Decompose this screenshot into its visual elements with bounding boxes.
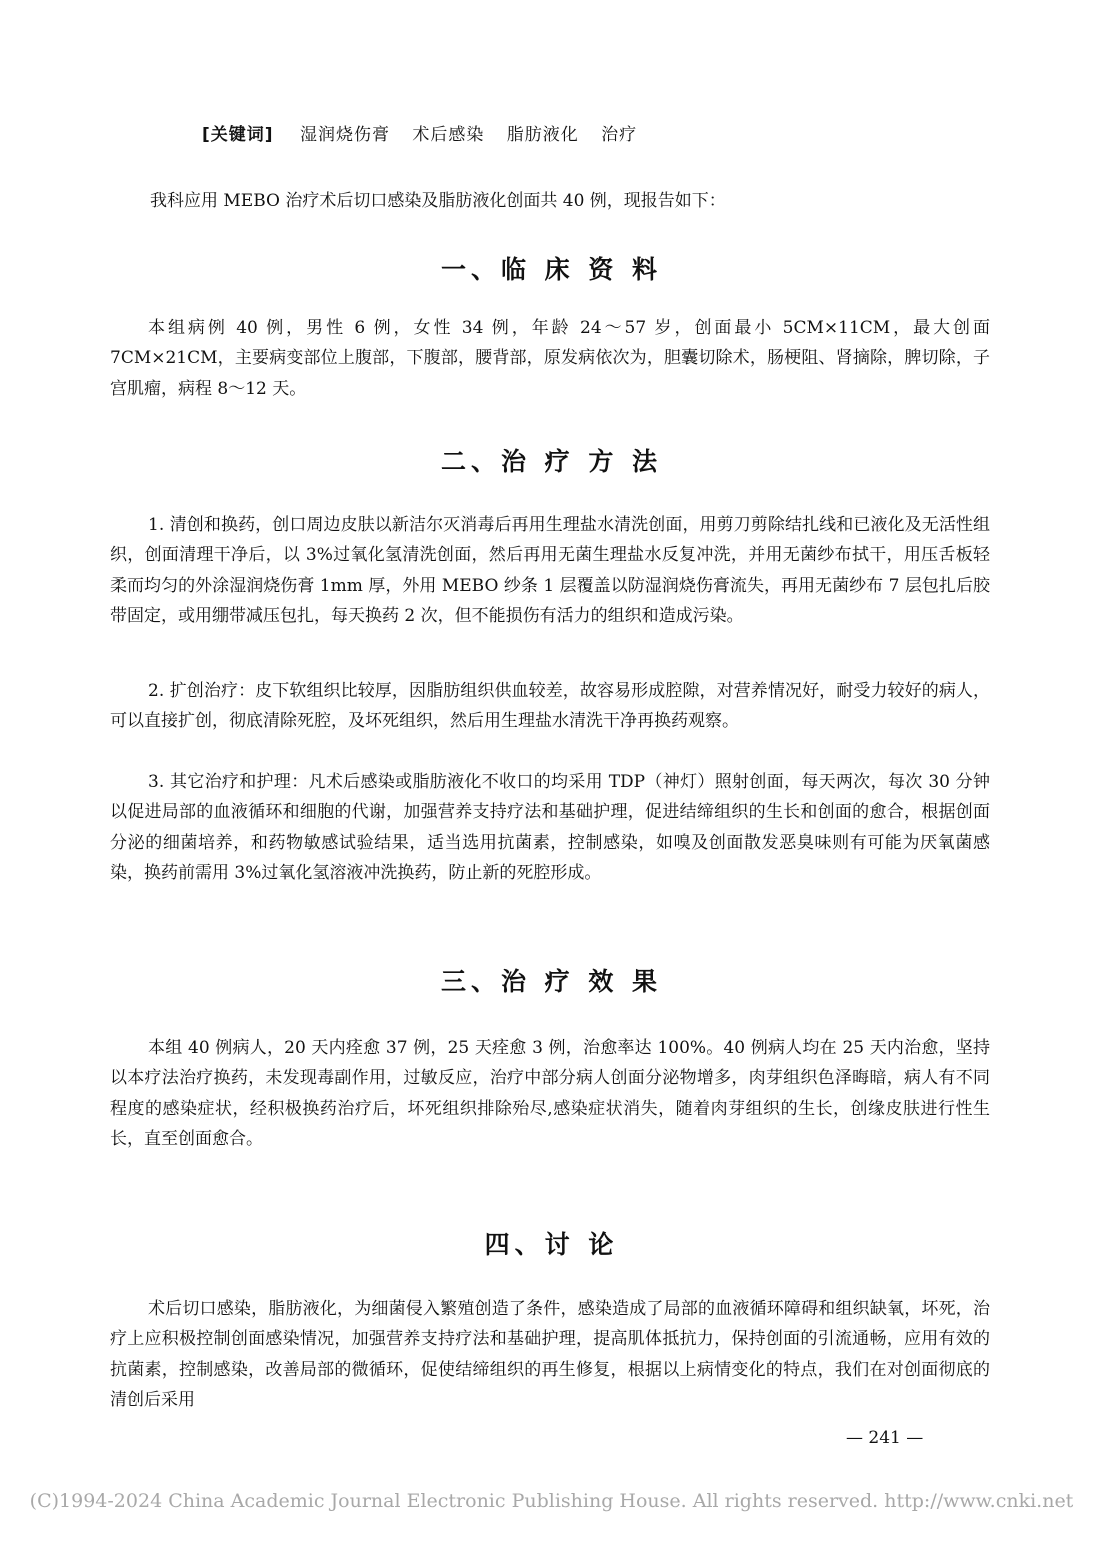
section-heading-treatment-method: 二、治 疗 方 法 xyxy=(440,447,663,476)
section-paragraph: 本组病例 40 例，男性 6 例，女性 34 例，年龄 24～57 岁，创面最小 5CM×11CM，最大创面 7CM×21CM，主要病变部位上腹部，下腹部，腰背部，原发病依次为，胆囊切除术，肠梗阻、肾摘除，脾切除，子宫肌瘤，病程 8～12 天。 xyxy=(110,318,990,399)
intro-paragraph: 我科应用 MEBO 治疗术后切口感染及脂肪液化创面共 40 例，现报告如下： xyxy=(150,191,726,211)
section-heading-clinical-data: 一、临 床 资 料 xyxy=(440,255,663,284)
section-heading-treatment-effect: 三、治 疗 效 果 xyxy=(440,967,663,996)
copyright-footer: (C)1994-2024 China Academic Journal Electronic Publishing House. All rights reserved. http://www.cnki.net xyxy=(29,1490,1074,1512)
section-heading-discussion: 四、讨 论 xyxy=(484,1230,619,1259)
section-paragraph: 本组 40 例病人，20 天内痊愈 37 例，25 天痊愈 3 例，治愈率达 100%。40 例病人均在 25 天内治愈，坚持以本疗法治疗换药，未发现毒副作用，过敏反应，治疗中部分病人创面分泌物增多，肉芽组织色泽晦暗，病人有不同程度的感染症状，经积极换药治疗后，坏死组织排除殆尽,感染症状消失，随着肉芽组织的生长，创缘皮肤进行性生长，直至创面愈合。 xyxy=(110,1038,990,1149)
section-paragraph: 2. 扩创治疗：皮下软组织比较厚，因脂肪组织供血较差，故容易形成腔隙，对营养情况好，耐受力较好的病人，可以直接扩创，彻底清除死腔，及坏死组织，然后用生理盐水清洗干净再换药观察。 xyxy=(110,681,990,732)
keyword-item: 脂肪液化 xyxy=(506,125,579,145)
keyword-item: 湿润烧伤膏 xyxy=(299,125,390,145)
keyword-item: 术后感染 xyxy=(412,125,485,145)
section-paragraph: 1. 清创和换药，创口周边皮肤以新洁尔灭消毒后再用生理盐水清洗创面，用剪刀剪除结扎线和已液化及无活性组织，创面清理干净后，以 3%过氧化氢清洗创面，然后再用无菌生理盐水反复冲洗，并用无菌纱布拭干，用压舌板轻柔而均匀的外涂湿润烧伤膏 1mm 厚，外用 MEBO 纱条 1 层覆盖以防湿润烧伤膏流失，再用无菌纱布 7 层包扎后胶带固定，或用绷带减压包扎，每天换药 2 次，但不能损伤有活力的组织和造成污染。 xyxy=(110,515,990,626)
section-paragraph: 3. 其它治疗和护理：凡术后感染或脂肪液化不收口的均采用 TDP（神灯）照射创面，每天两次，每次 30 分钟以促进局部的血液循环和细胞的代谢，加强营养支持疗法和基础护理，促进结缔组织的生长和创面的愈合，根据创面分泌的细菌培养，和药物敏感试验结果，适当选用抗菌素，控制感染，如嗅及创面散发恶臭味则有可能为厌氧菌感染，换药前需用 3%过氧化氢溶液冲洗换药，防止新的死腔形成。 xyxy=(110,772,990,883)
keywords-label: [关键词] xyxy=(202,125,274,145)
keywords-line xyxy=(202,120,653,145)
page-number: — 241 — xyxy=(846,1428,924,1448)
section-paragraph: 术后切口感染，脂肪液化，为细菌侵入繁殖创造了条件，感染造成了局部的血液循环障碍和组织缺氧，坏死，治疗上应积极控制创面感染情况，加强营养支持疗法和基础护理，提高肌体抵抗力，保持创面的引流通畅，应用有效的抗菌素，控制感染，改善局部的微循环，促使结缔组织的再生修复，根据以上病情变化的特点，我们在对创面彻底的清创后采用 xyxy=(110,1299,990,1410)
keyword-item: 治疗 xyxy=(601,125,638,145)
